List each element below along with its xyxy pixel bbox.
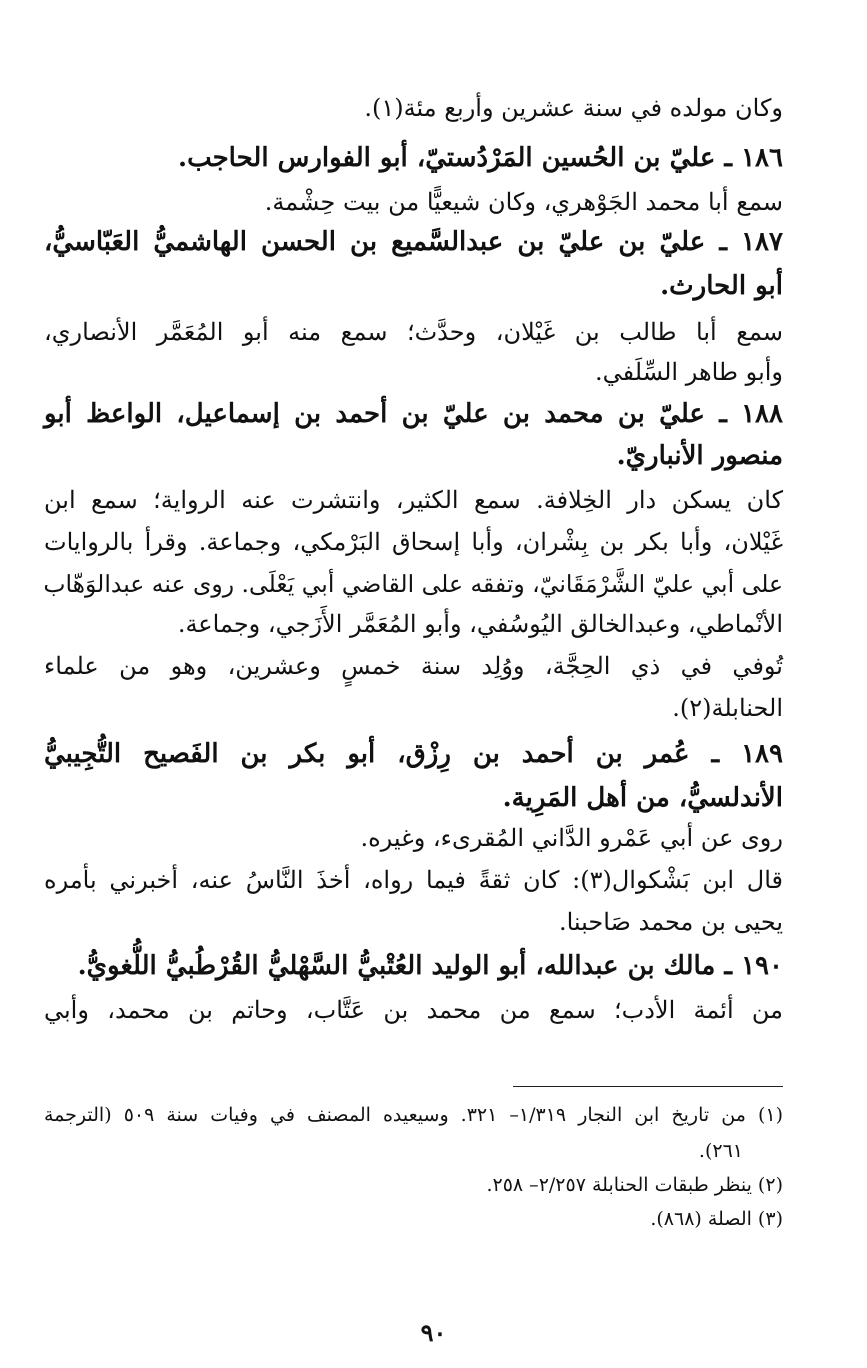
entry-heading-186: ١٨٦ ـ عليّ بن الحُسين المَرْدُستيّ، أبو الفوارس الحاجب.: [178, 143, 783, 173]
entry-heading-188-cont: منصور الأنباريّ.: [616, 441, 783, 471]
footnote-1-cont: ٢٦١).: [698, 1140, 743, 1162]
entry-heading-190: ١٩٠ ـ مالك بن عبدالله، أبو الوليد العُتْبيُّ السَّهْليُّ القُرْطُبيُّ اللُّغويُّ.: [77, 951, 783, 981]
text-line: كان يسكن دار الخِلافة. سمع الكثير، وانتشرت عنه الرواية؛ سمع ابن: [44, 486, 783, 514]
page-number: ٩٠: [420, 1318, 447, 1347]
text-line: من أئمة الأدب؛ سمع من محمد بن عَتَّاب، وحاتم بن محمد، وأبي: [44, 996, 783, 1024]
footnote-3: (٣) الصلة (٨٦٨).: [650, 1208, 783, 1230]
entry-heading-187-cont: أبو الحارث.: [660, 271, 783, 301]
text-line: وأبو طاهر السِّلَفي.: [594, 358, 783, 386]
text-line: سمع أبا طالب بن غَيْلان، وحدَّث؛ سمع منه أبو المُعَمَّر الأنصاري،: [44, 318, 783, 346]
footnote-1: (١) من تاريخ ابن النجار ١/٣١٩– ٣٢١. وسيعيده المصنف في وفيات سنة ٥٠٩ (الترجمة: [44, 1104, 783, 1126]
entry-heading-188: ١٨٨ ـ عليّ بن محمد بن عليّ بن أحمد بن إسماعيل، الواعظ أبو: [44, 399, 783, 429]
footnote-separator: [513, 1086, 783, 1087]
text-line: روى عن أبي عَمْرو الدَّاني المُقرىء، وغيره.: [360, 824, 783, 852]
text-line: وكان مولده في سنة عشرين وأربع مئة(١).: [364, 94, 783, 122]
text-line: يحيى بن محمد صَاحبنا.: [558, 908, 783, 936]
text-line: تُوفي في ذي الحِجَّة، ووُلِد سنة خمسٍ وعشرين، وهو من علماء: [44, 652, 783, 680]
footnote-2: (٢) ينظر طبقات الحنابلة ٢/٢٥٧– ٢٥٨.: [486, 1174, 783, 1196]
text-line: على أبي عليّ الشَّرْمَقَانيّ، وتفقه على القاضي أبي يَعْلَى. روى عنه عبدالوَهّاب: [43, 570, 783, 598]
text-line: الأنْماطي، وعبدالخالق اليُوسُفي، وأبو المُعَمَّر الأَزَجي، وجماعة.: [177, 610, 783, 638]
text-line: غَيْلان، وأبا بكر بن بِشْران، وأبا إسحاق البَرْمكي، وجماعة. وقرأ بالروايات: [44, 528, 783, 556]
text-line: قال ابن بَشْكوال(٣): كان ثقةً فيما رواه، أخذَ النَّاسُ عنه، أخبرني بأمره: [44, 866, 783, 894]
entry-heading-187: ١٨٧ ـ عليّ بن عليّ بن عبدالسَّميع بن الحسن الهاشميُّ العَبّاسيُّ،: [44, 227, 783, 257]
text-line: الحنابلة(٢).: [672, 694, 783, 722]
entry-heading-189: ١٨٩ ـ عُمر بن أحمد بن رِزْق، أبو بكر بن الفَصيح التُّجِيبيُّ: [44, 739, 783, 769]
text-line: سمع أبا محمد الجَوْهري، وكان شيعيًّا من بيت حِشْمة.: [264, 188, 783, 216]
entry-heading-189-cont: الأندلسيُّ، من أهل المَرِية.: [502, 783, 783, 813]
